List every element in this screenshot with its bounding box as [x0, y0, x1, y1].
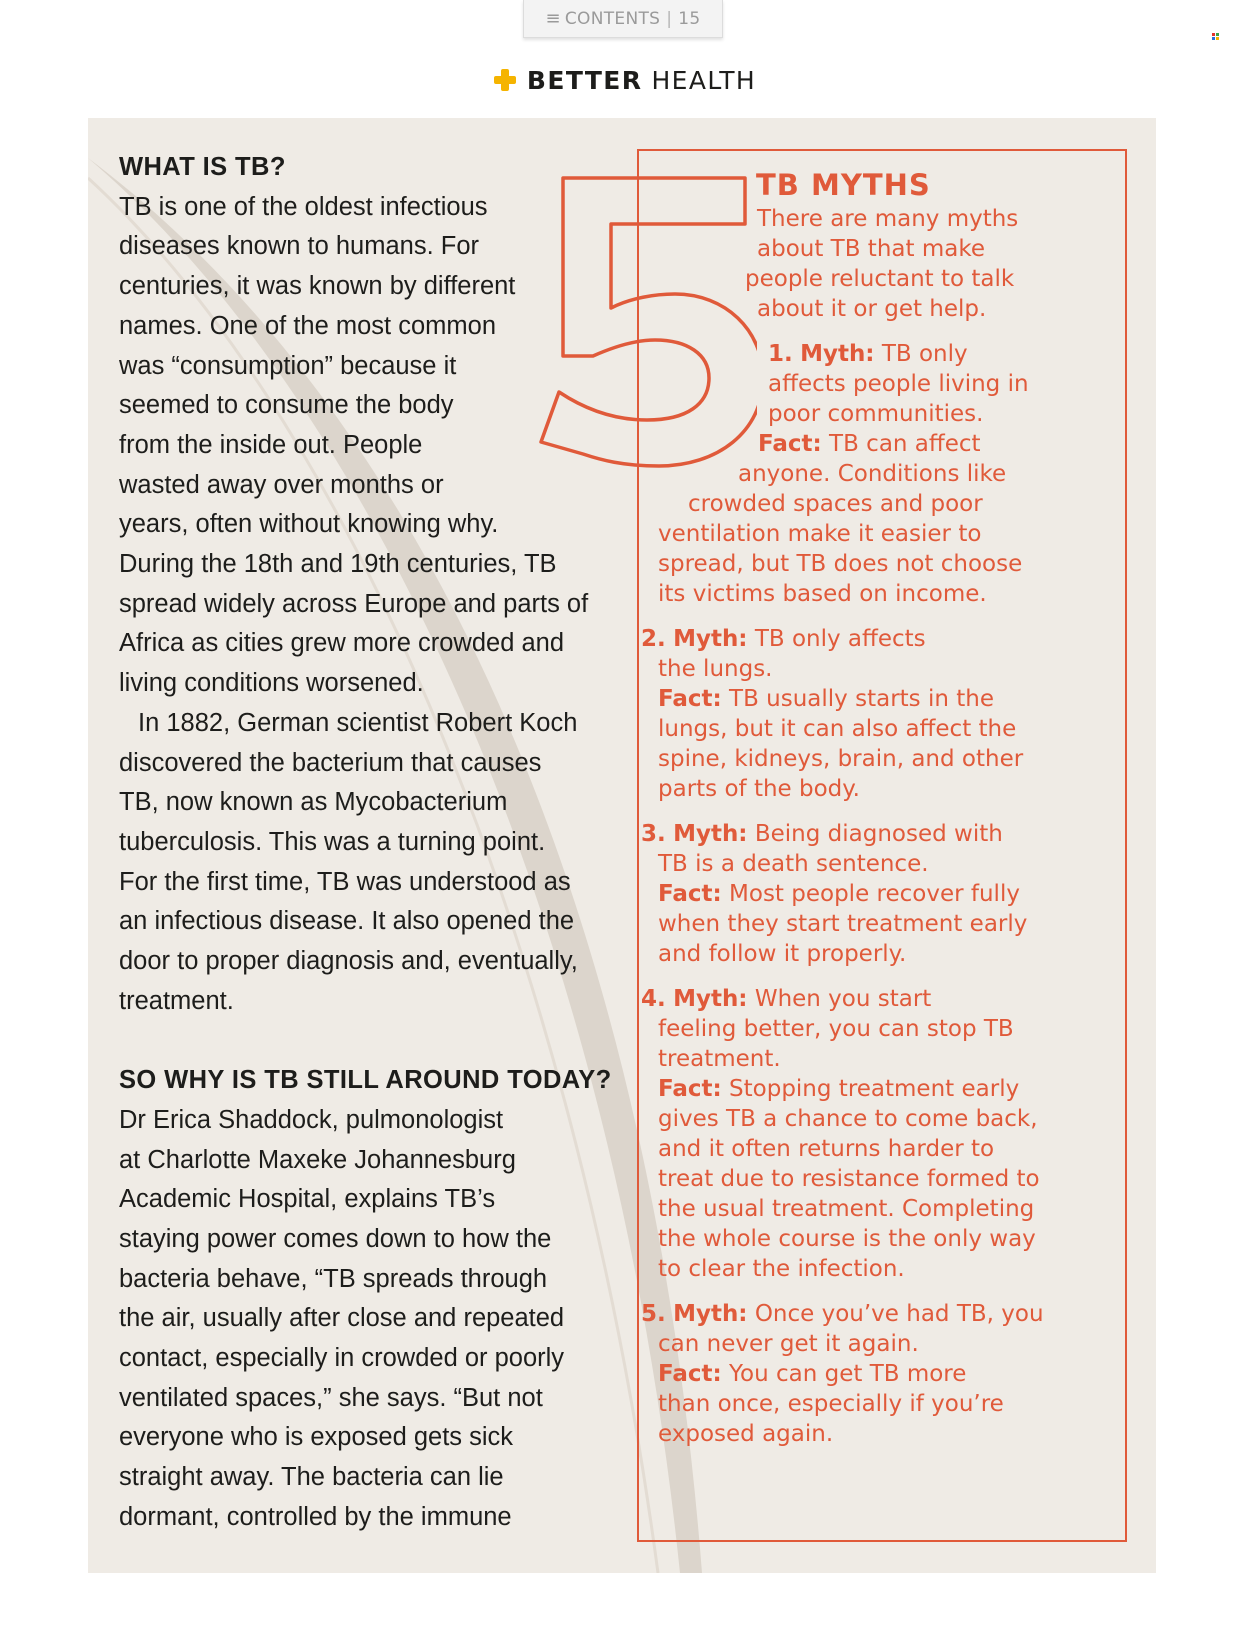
text-line: at Charlotte Maxeke Johannesburg: [119, 1145, 516, 1174]
fact-4-line: gives TB a chance to come back,: [658, 1106, 1038, 1132]
fact-text: TB usually starts in the: [729, 686, 994, 712]
text-line: During the 18th and 19th centuries, TB: [119, 550, 557, 579]
myth-text: Once you’ve had TB, you: [754, 1301, 1044, 1327]
fact-text: Most people recover fully: [729, 881, 1020, 907]
fact-text: You can get TB more: [729, 1361, 967, 1387]
myths-heading: TB MYTHS: [756, 168, 931, 202]
text-line: ventilated spaces,” she says. “But not: [119, 1383, 543, 1412]
page-number: 15: [678, 8, 701, 29]
fact-1-line: spread, but TB does not choose: [658, 551, 1023, 577]
myth-text: TB only: [881, 341, 968, 367]
fact-label: Fact:: [658, 881, 722, 907]
hamburger-icon: ≡: [545, 8, 561, 29]
text-line: wasted away over months or: [119, 470, 444, 499]
section-heading-still-around: SO WHY IS TB STILL AROUND TODAY?: [119, 1066, 612, 1095]
myths-intro-line: people reluctant to talk: [745, 266, 1015, 292]
myth-label: Myth:: [673, 1301, 748, 1327]
contents-label: CONTENTS: [564, 8, 661, 29]
myth-1-line: poor communities.: [768, 401, 984, 427]
myth-number: 3.: [641, 821, 666, 847]
text-line: For the first time, TB was understood as: [119, 867, 571, 896]
text-line: an infectious disease. It also opened the: [119, 907, 575, 936]
myth-label: Myth:: [673, 626, 748, 652]
text-line: door to proper diagnosis and, eventually,: [119, 947, 578, 976]
masthead-title-bold: BETTER: [526, 65, 643, 95]
fact-label: Fact:: [658, 1361, 722, 1387]
masthead: [0, 62, 1250, 98]
text-line: living conditions worsened.: [119, 669, 424, 698]
text-line: Dr Erica Shaddock, pulmonologist: [119, 1105, 504, 1134]
text-line: contact, especially in crowded or poorly: [119, 1344, 565, 1373]
text-line: straight away. The bacteria can lie: [119, 1463, 504, 1492]
fact-3-line: [658, 879, 1020, 910]
big-number-text: 5: [537, 170, 538, 171]
separator: |: [666, 8, 673, 29]
fact-4-line: treat due to resistance formed to: [658, 1166, 1040, 1192]
text-line: dormant, controlled by the immune: [119, 1502, 512, 1531]
fact-2-line: spine, kidneys, brain, and other: [658, 746, 1024, 772]
text-line: Academic Hospital, explains TB’s: [119, 1185, 496, 1214]
text-line: years, often without knowing why.: [119, 510, 499, 539]
myths-content: [88, 118, 1156, 1573]
myth-number: 1.: [768, 341, 793, 367]
fact-label: Fact:: [658, 1076, 722, 1102]
fact-1-line: its victims based on income.: [658, 581, 987, 607]
fact-text: Stopping treatment early: [729, 1076, 1020, 1102]
text-line: treatment.: [119, 986, 234, 1015]
fact-5-line: exposed again.: [658, 1421, 834, 1447]
fact-4-line: and it often returns harder to: [658, 1136, 995, 1162]
myth-label: Myth:: [673, 821, 748, 847]
text-line: bacteria behave, “TB spreads through: [119, 1264, 548, 1293]
myth-4-line: treatment.: [658, 1046, 781, 1072]
fact-4-line: the whole course is the only way: [658, 1226, 1036, 1252]
myth-1-line: affects people living in: [768, 371, 1029, 397]
article-panel: [88, 118, 1156, 1573]
text-line: Africa as cities grew more crowded and: [119, 629, 565, 658]
myth-5-line: can never get it again.: [658, 1331, 919, 1357]
fact-label: Fact:: [658, 686, 722, 712]
text-line: was “consumption” because it: [119, 351, 457, 380]
myth-4-line: [641, 984, 931, 1015]
text-line: spread widely across Europe and parts of: [119, 589, 589, 618]
fact-4-line: the usual treatment. Completing: [658, 1196, 1035, 1222]
fact-2-line: lungs, but it can also affect the: [658, 716, 1017, 742]
fact-3-line: when they start treatment early: [658, 911, 1028, 937]
myth-3-line: TB is a death sentence.: [658, 851, 929, 877]
myth-3-line: [641, 819, 1003, 850]
fact-1-line: crowded spaces and poor: [688, 491, 983, 517]
myth-2-line: the lungs.: [658, 656, 773, 682]
fact-text: TB can affect: [829, 431, 981, 457]
fact-3-line: and follow it properly.: [658, 941, 907, 967]
masthead-title-light: HEALTH: [651, 65, 757, 95]
fact-1-line: ventilation make it easier to: [658, 521, 982, 547]
text-line: discovered the bacterium that causes: [119, 748, 542, 777]
fact-label: Fact:: [758, 431, 822, 457]
contents-tab[interactable]: [523, 0, 723, 38]
myth-text: When you start: [754, 986, 932, 1012]
myth-number: 5.: [641, 1301, 666, 1327]
fact-4-line: [658, 1074, 1019, 1105]
myth-1-line: [768, 339, 968, 370]
yellow-cross-icon: [494, 69, 516, 91]
fact-5-line: than once, especially if you’re: [658, 1391, 1004, 1417]
text-line: seemed to consume the body: [119, 391, 454, 420]
section-heading-what-is-tb: WHAT IS TB?: [119, 153, 286, 181]
fact-2-line: parts of the body.: [658, 776, 860, 802]
myth-label: Myth:: [673, 986, 748, 1012]
myths-intro-line: about TB that make: [757, 236, 985, 262]
text-line: In 1882, German scientist Robert Koch: [138, 708, 578, 737]
text-line: TB is one of the oldest infectious: [119, 192, 488, 221]
fact-5-line: [658, 1359, 966, 1390]
color-marker-icon: [1212, 33, 1219, 40]
text-line: centuries, it was known by different: [119, 272, 516, 301]
myth-2-line: [641, 624, 926, 655]
text-line: from the inside out. People: [119, 430, 423, 459]
text-line: the air, usually after close and repeated: [119, 1304, 565, 1333]
fact-1-line: anyone. Conditions like: [738, 461, 1007, 487]
myth-5-line: [641, 1299, 1044, 1330]
myth-text: TB only affects: [754, 626, 926, 652]
text-line: TB, now known as Mycobacterium: [119, 788, 508, 817]
text-line: diseases known to humans. For: [119, 232, 480, 261]
myth-4-line: feeling better, you can stop TB: [658, 1016, 1014, 1042]
text-line: names. One of the most common: [119, 311, 496, 340]
text-line: everyone who is exposed gets sick: [119, 1423, 514, 1452]
fact-2-line: [658, 684, 994, 715]
myth-text: Being diagnosed with: [754, 821, 1003, 847]
myth-label: Myth:: [800, 341, 875, 367]
fact-1-line: [758, 429, 981, 460]
text-line: tuberculosis. This was a turning point.: [119, 827, 546, 856]
text-line: staying power comes down to how the: [119, 1224, 552, 1253]
myth-number: 4.: [641, 986, 666, 1012]
myths-intro-line: There are many myths: [757, 206, 1019, 232]
myth-number: 2.: [641, 626, 666, 652]
fact-4-line: to clear the infection.: [658, 1256, 905, 1282]
myths-intro-line: about it or get help.: [757, 296, 987, 322]
